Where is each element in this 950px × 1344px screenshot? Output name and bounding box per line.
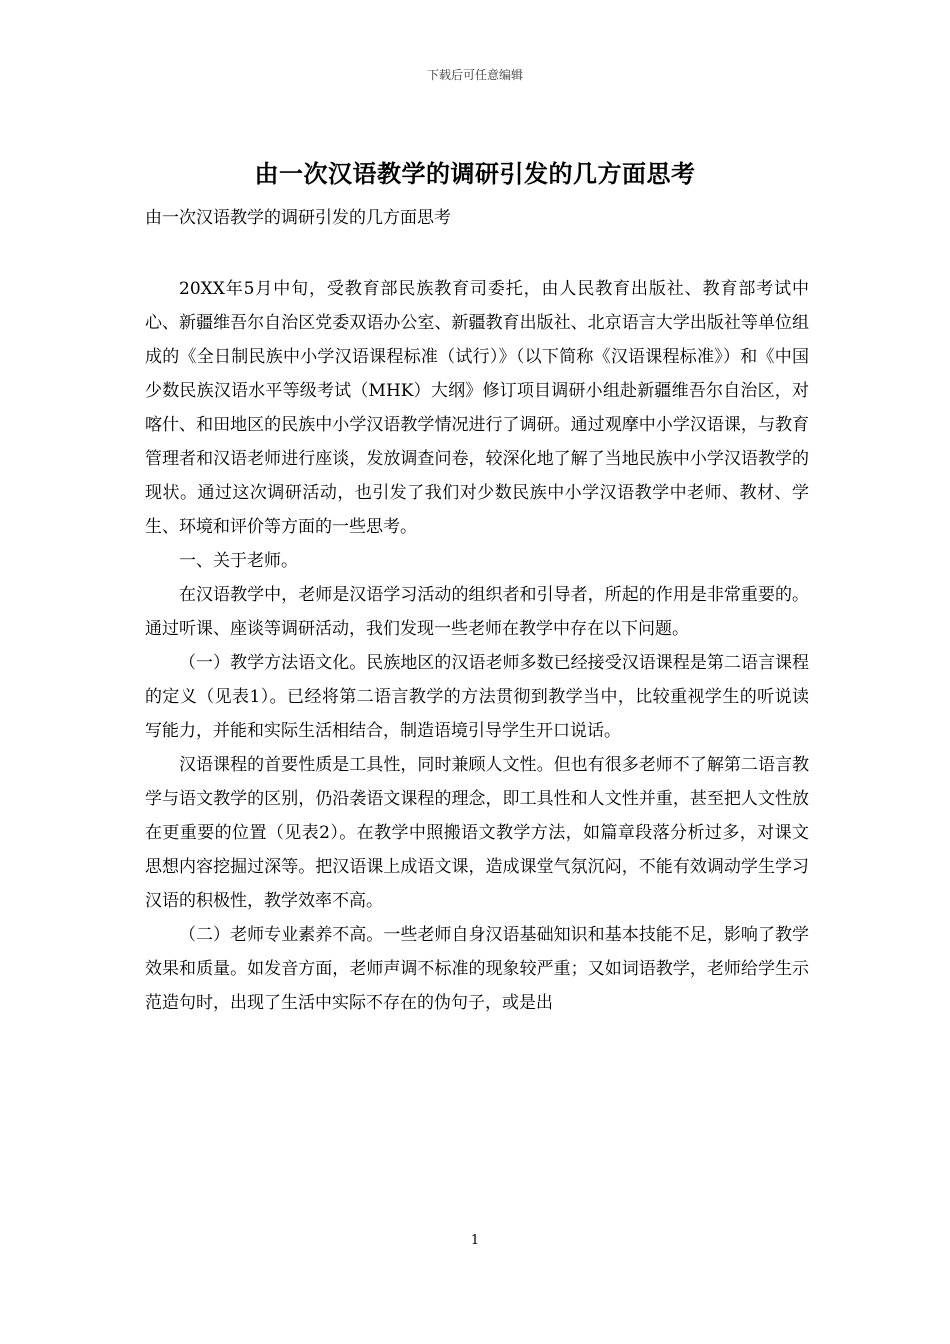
document-body xyxy=(145,272,809,1020)
document-title: 由一次汉语教学的调研引发的几方面思考 xyxy=(254,159,696,188)
page-number: 1 xyxy=(470,1233,480,1248)
paragraph-teacher-role: 在汉语教学中，老师是汉语学习活动的组织者和引导者，所起的作用是非常重要的。通过听课、座谈等调研活动，我们发现一些老师在教学中存在以下问题。 xyxy=(145,585,809,639)
paragraph-course-nature: 汉语课程的首要性质是工具性，同时兼顾人文性。但也有很多老师不了解第二语言教学与语文教学的区别，仍沿袭语文课程的理念，即工具性和人文性并重，甚至把人文性放在更重要的位置（见表2）。在教学中照搬语文教学方法，如篇章段落分析过多，对课文思想内容挖掘过深等。把汉语课上成语文课，造成课堂气氛沉闷，不能有效调动学生学习汉语的积极性，教学效率不高。 xyxy=(145,755,809,911)
section-heading-teachers: 一、关于老师。 xyxy=(179,551,298,571)
document-subtitle: 由一次汉语教学的调研引发的几方面思考 xyxy=(145,208,451,228)
paragraph-teaching-method: （一）教学方法语文化。民族地区的汉语老师多数已经接受汉语课程是第二语言课程的定义（见表1）。已经将第二语言教学的方法贯彻到教学当中，比较重视学生的听说读写能力，并能和实际生活相结合，制造语境引导学生开口说话。 xyxy=(145,653,809,741)
header-note: 下载后可任意编辑 xyxy=(426,68,523,82)
paragraph-intro: 20XX年5月中旬，受教育部民族教育司委托，由人民教育出版社、教育部考试中心、新疆维吾尔自治区党委双语办公室、新疆教育出版社、北京语言大学出版社等单位组成的《全日制民族中小学汉语课程标准（试行）》（以下简称《汉语课程标准》）和《中国少数民族汉语水平等级考试（MHK）大纲》修订项目调研小组赴新疆维吾尔自治区，对喀什、和田地区的民族中小学汉语教学情况进行了调研。通过观摩中小学汉语课，与教育管理者和汉语老师进行座谈，发放调查问卷，较深化地了解了当地民族中小学汉语教学的现状。通过这次调研活动，也引发了我们对少数民族中小学汉语教学中老师、教材、学生、环境和评价等方面的一些思考。 xyxy=(145,279,809,537)
paragraph-teacher-quality: （二）老师专业素养不高。一些老师自身汉语基础知识和基本技能不足，影响了教学效果和质量。如发音方面，老师声调不标准的现象较严重；又如词语教学，老师给学生示范造句时，出现了生活中实际不存在的伪句子，或是出 xyxy=(145,925,809,1013)
